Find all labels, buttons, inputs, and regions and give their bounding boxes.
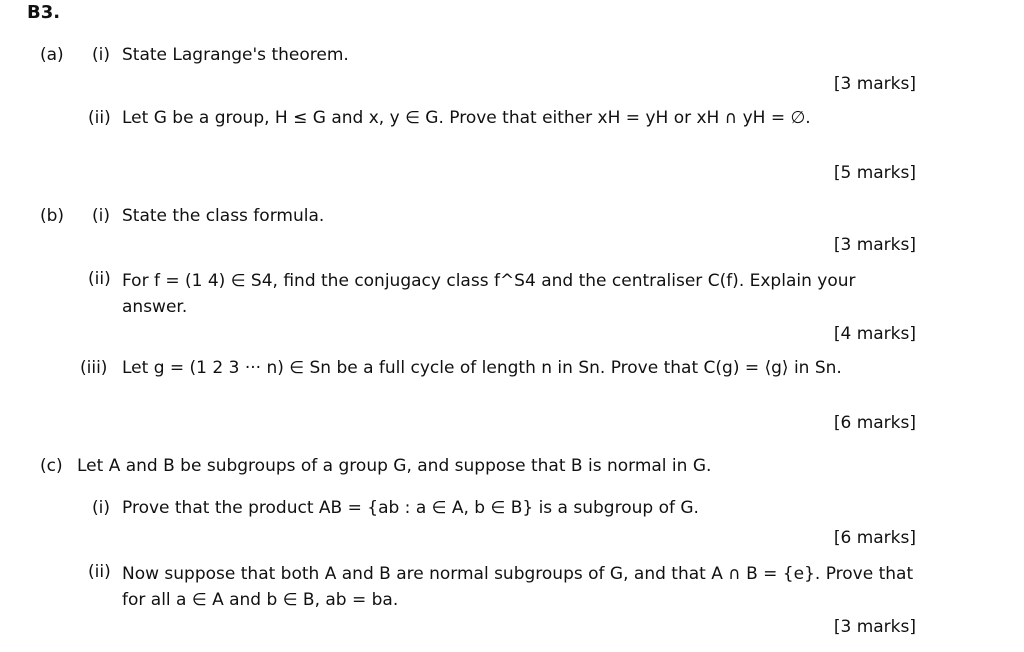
part-c-i-label: (i) [92,498,110,518]
part-b-ii-text: For f = (1 4) ∈ S4, find the conjugacy class f^S4 and the centraliser C(f). Explain your answer. [122,271,856,317]
part-a-label: (a) [40,45,64,65]
part-c-label: (c) [40,456,63,476]
part-a-ii-marks: [5 marks] [833,163,916,183]
part-a-i-label: (i) [92,45,110,65]
part-c-intro: Let A and B be subgroups of a group G, and suppose that B is normal in G. [77,456,712,476]
part-b-ii-marks: [4 marks] [833,324,916,344]
part-a-ii-text: Let G be a group, H ≤ G and x, y ∈ G. Prove that either xH = yH or xH ∩ yH = ∅. [122,108,811,128]
part-b-iii-text: Let g = (1 2 3 ··· n) ∈ Sn be a full cycle of length n in Sn. Prove that C(g) = ⟨g⟩ in Sn. [122,358,842,378]
part-a-ii-label: (ii) [88,108,111,128]
part-b-iii-label: (iii) [80,358,108,378]
part-b-ii-label: (ii) [88,269,111,289]
part-b-i-marks: [3 marks] [833,235,916,255]
part-c-ii-marks: [3 marks] [833,617,916,637]
question-number: B3. [27,2,61,23]
part-b-label: (b) [40,206,65,226]
part-c-i-marks: [6 marks] [833,528,916,548]
part-c-ii-label: (ii) [88,562,111,582]
part-b-i-label: (i) [92,206,110,226]
part-c-ii-text: Now suppose that both A and B are normal subgroups of G, and that A ∩ B = {e}. Prove that for all a ∈ A and b ∈ B, ab = ba. [122,564,914,610]
part-a-i-text: State Lagrange's theorem. [122,45,349,65]
part-c-i-text: Prove that the product AB = {ab : a ∈ A, b ∈ B} is a subgroup of G. [122,498,699,518]
part-b-i-text: State the class formula. [122,206,325,226]
part-a-i-marks: [3 marks] [833,74,916,94]
part-b-iii-marks: [6 marks] [833,413,916,433]
